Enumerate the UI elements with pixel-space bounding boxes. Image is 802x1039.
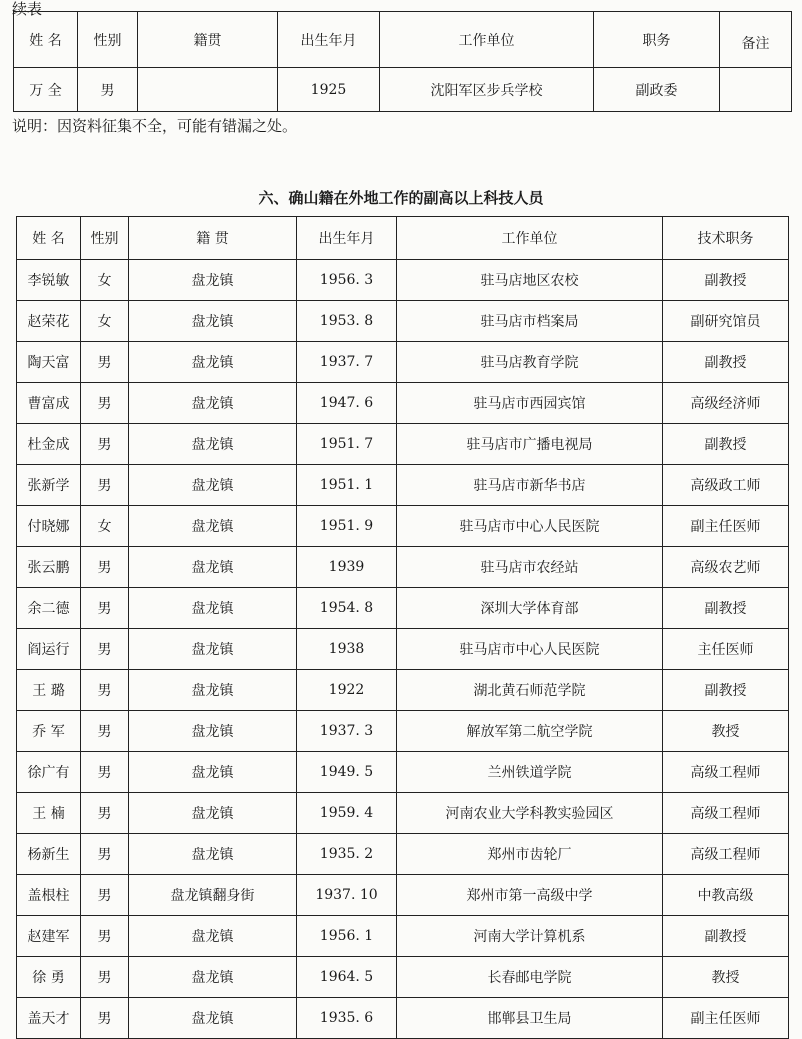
cell-name: 杜金成 bbox=[17, 424, 81, 465]
cell-gender: 男 bbox=[81, 465, 129, 506]
cell-title: 高级工程师 bbox=[663, 834, 789, 875]
cell-position: 副政委 bbox=[594, 68, 720, 112]
cell-name: 徐 勇 bbox=[17, 957, 81, 998]
cell-birth: 1954. 8 bbox=[297, 588, 397, 629]
cell-birth: 1939 bbox=[297, 547, 397, 588]
cell-workplace: 驻马店地区农校 bbox=[397, 260, 663, 301]
note-text: 说明：因资料征集不全，可能有错漏之处。 bbox=[12, 117, 298, 135]
cell-workplace: 长春邮电学院 bbox=[397, 957, 663, 998]
continuation-label: 续表 bbox=[12, 0, 43, 18]
cell-title: 副教授 bbox=[663, 424, 789, 465]
cell-name: 张云鹏 bbox=[17, 547, 81, 588]
cell-title: 副主任医师 bbox=[663, 998, 789, 1039]
cell-native-place: 盘龙镇 bbox=[129, 916, 297, 957]
cell-birth: 1935. 6 bbox=[297, 998, 397, 1039]
cell-gender: 男 bbox=[81, 957, 129, 998]
header-native-place: 籍 贯 bbox=[129, 217, 297, 260]
cell-name: 杨新生 bbox=[17, 834, 81, 875]
table-row bbox=[17, 670, 789, 711]
table-row bbox=[17, 260, 789, 301]
cell-birth: 1951. 7 bbox=[297, 424, 397, 465]
cell-native-place: 盘龙镇 bbox=[129, 752, 297, 793]
table-row bbox=[17, 588, 789, 629]
cell-workplace: 沈阳军区步兵学校 bbox=[380, 68, 594, 112]
cell-workplace: 河南农业大学科教实验园区 bbox=[397, 793, 663, 834]
cell-name: 徐广有 bbox=[17, 752, 81, 793]
cell-title: 教授 bbox=[663, 957, 789, 998]
cell-native-place: 盘龙镇 bbox=[129, 424, 297, 465]
header-gender: 性别 bbox=[78, 12, 138, 68]
cell-workplace: 驻马店市档案局 bbox=[397, 301, 663, 342]
cell-name: 李锐敏 bbox=[17, 260, 81, 301]
cell-birth: 1956. 3 bbox=[297, 260, 397, 301]
cell-native-place bbox=[138, 68, 278, 112]
cell-name: 曹富成 bbox=[17, 383, 81, 424]
table-row bbox=[17, 998, 789, 1039]
continued-table bbox=[13, 11, 792, 112]
staff-table bbox=[16, 216, 789, 1039]
cell-workplace: 驻马店市西园宾馆 bbox=[397, 383, 663, 424]
cell-birth: 1951. 9 bbox=[297, 506, 397, 547]
cell-gender: 男 bbox=[81, 547, 129, 588]
table-row bbox=[17, 752, 789, 793]
cell-gender: 男 bbox=[78, 68, 138, 112]
cell-gender: 男 bbox=[81, 752, 129, 793]
table-row bbox=[17, 834, 789, 875]
cell-birth: 1953. 8 bbox=[297, 301, 397, 342]
section-title: 六、确山籍在外地工作的副高以上科技人员 bbox=[258, 189, 544, 207]
cell-name: 万 全 bbox=[14, 68, 78, 112]
cell-name: 乔 军 bbox=[17, 711, 81, 752]
cell-native-place: 盘龙镇翻身街 bbox=[129, 875, 297, 916]
table-header-row bbox=[14, 12, 792, 68]
cell-native-place: 盘龙镇 bbox=[129, 506, 297, 547]
cell-name: 盖根柱 bbox=[17, 875, 81, 916]
cell-native-place: 盘龙镇 bbox=[129, 342, 297, 383]
cell-native-place: 盘龙镇 bbox=[129, 588, 297, 629]
table-row bbox=[17, 342, 789, 383]
cell-birth: 1964. 5 bbox=[297, 957, 397, 998]
header-birth: 出生年月 bbox=[297, 217, 397, 260]
table-row bbox=[17, 424, 789, 465]
table-row bbox=[17, 301, 789, 342]
cell-gender: 男 bbox=[81, 383, 129, 424]
cell-title: 高级政工师 bbox=[663, 465, 789, 506]
cell-birth: 1959. 4 bbox=[297, 793, 397, 834]
cell-gender: 男 bbox=[81, 711, 129, 752]
table-row bbox=[17, 916, 789, 957]
cell-name: 王 楠 bbox=[17, 793, 81, 834]
cell-gender: 男 bbox=[81, 998, 129, 1039]
header-workplace: 工作单位 bbox=[397, 217, 663, 260]
cell-workplace: 解放军第二航空学院 bbox=[397, 711, 663, 752]
cell-title: 副教授 bbox=[663, 342, 789, 383]
cell-birth: 1956. 1 bbox=[297, 916, 397, 957]
cell-gender: 男 bbox=[81, 834, 129, 875]
cell-birth: 1937. 10 bbox=[297, 875, 397, 916]
header-name: 姓 名 bbox=[14, 12, 78, 68]
cell-birth: 1935. 2 bbox=[297, 834, 397, 875]
cell-birth: 1951. 1 bbox=[297, 465, 397, 506]
cell-native-place: 盘龙镇 bbox=[129, 998, 297, 1039]
cell-native-place: 盘龙镇 bbox=[129, 260, 297, 301]
header-name: 姓 名 bbox=[17, 217, 81, 260]
cell-workplace: 驻马店市中心人民医院 bbox=[397, 506, 663, 547]
cell-title: 副主任医师 bbox=[663, 506, 789, 547]
cell-native-place: 盘龙镇 bbox=[129, 834, 297, 875]
cell-name: 付晓娜 bbox=[17, 506, 81, 547]
cell-name: 王 璐 bbox=[17, 670, 81, 711]
table-row bbox=[14, 68, 792, 112]
cell-native-place: 盘龙镇 bbox=[129, 629, 297, 670]
cell-name: 赵荣花 bbox=[17, 301, 81, 342]
cell-workplace: 驻马店市新华书店 bbox=[397, 465, 663, 506]
cell-workplace: 郑州市第一高级中学 bbox=[397, 875, 663, 916]
cell-gender: 男 bbox=[81, 342, 129, 383]
table-row bbox=[17, 383, 789, 424]
cell-native-place: 盘龙镇 bbox=[129, 383, 297, 424]
cell-name: 陶天富 bbox=[17, 342, 81, 383]
cell-workplace: 驻马店市中心人民医院 bbox=[397, 629, 663, 670]
cell-title: 中教高级 bbox=[663, 875, 789, 916]
header-birth: 出生年月 bbox=[278, 12, 380, 68]
cell-gender: 女 bbox=[81, 301, 129, 342]
cell-workplace: 驻马店市农经站 bbox=[397, 547, 663, 588]
cell-gender: 男 bbox=[81, 916, 129, 957]
cell-name: 余二德 bbox=[17, 588, 81, 629]
cell-workplace: 湖北黄石师范学院 bbox=[397, 670, 663, 711]
cell-name: 阎运行 bbox=[17, 629, 81, 670]
cell-workplace: 驻马店教育学院 bbox=[397, 342, 663, 383]
cell-gender: 男 bbox=[81, 793, 129, 834]
cell-name: 张新学 bbox=[17, 465, 81, 506]
cell-gender: 男 bbox=[81, 629, 129, 670]
cell-workplace: 河南大学计算机系 bbox=[397, 916, 663, 957]
cell-workplace: 驻马店市广播电视局 bbox=[397, 424, 663, 465]
cell-workplace: 邯郸县卫生局 bbox=[397, 998, 663, 1039]
cell-native-place: 盘龙镇 bbox=[129, 711, 297, 752]
cell-title: 高级工程师 bbox=[663, 793, 789, 834]
cell-workplace: 深圳大学体育部 bbox=[397, 588, 663, 629]
cell-gender: 男 bbox=[81, 875, 129, 916]
cell-title: 副研究馆员 bbox=[663, 301, 789, 342]
cell-native-place: 盘龙镇 bbox=[129, 547, 297, 588]
cell-title: 教授 bbox=[663, 711, 789, 752]
cell-workplace: 兰州铁道学院 bbox=[397, 752, 663, 793]
table-row bbox=[17, 506, 789, 547]
table-row bbox=[17, 875, 789, 916]
cell-native-place: 盘龙镇 bbox=[129, 957, 297, 998]
cell-name: 赵建军 bbox=[17, 916, 81, 957]
cell-remarks bbox=[720, 68, 792, 112]
cell-title: 副教授 bbox=[663, 588, 789, 629]
cell-workplace: 郑州市齿轮厂 bbox=[397, 834, 663, 875]
table-header-row bbox=[17, 217, 789, 260]
cell-title: 主任医师 bbox=[663, 629, 789, 670]
table-row bbox=[17, 957, 789, 998]
cell-birth: 1949. 5 bbox=[297, 752, 397, 793]
cell-title: 副教授 bbox=[663, 260, 789, 301]
table-row bbox=[17, 465, 789, 506]
cell-gender: 女 bbox=[81, 506, 129, 547]
cell-birth: 1922 bbox=[297, 670, 397, 711]
header-gender: 性别 bbox=[81, 217, 129, 260]
cell-native-place: 盘龙镇 bbox=[129, 793, 297, 834]
cell-gender: 女 bbox=[81, 260, 129, 301]
cell-title: 高级工程师 bbox=[663, 752, 789, 793]
table-row bbox=[17, 547, 789, 588]
cell-birth: 1925 bbox=[278, 68, 380, 112]
table-row bbox=[17, 711, 789, 752]
table-row bbox=[17, 629, 789, 670]
header-position: 职务 bbox=[594, 12, 720, 68]
header-title: 技术职务 bbox=[663, 217, 789, 260]
cell-native-place: 盘龙镇 bbox=[129, 301, 297, 342]
cell-birth: 1938 bbox=[297, 629, 397, 670]
cell-title: 副教授 bbox=[663, 670, 789, 711]
cell-native-place: 盘龙镇 bbox=[129, 465, 297, 506]
cell-gender: 男 bbox=[81, 424, 129, 465]
cell-gender: 男 bbox=[81, 670, 129, 711]
cell-gender: 男 bbox=[81, 588, 129, 629]
cell-birth: 1937. 3 bbox=[297, 711, 397, 752]
cell-title: 副教授 bbox=[663, 916, 789, 957]
cell-native-place: 盘龙镇 bbox=[129, 670, 297, 711]
cell-title: 高级经济师 bbox=[663, 383, 789, 424]
header-remarks: 备注 bbox=[720, 12, 792, 68]
cell-name: 盖天才 bbox=[17, 998, 81, 1039]
cell-birth: 1947. 6 bbox=[297, 383, 397, 424]
table-row bbox=[17, 793, 789, 834]
header-native-place: 籍贯 bbox=[138, 12, 278, 68]
cell-birth: 1937. 7 bbox=[297, 342, 397, 383]
cell-title: 高级农艺师 bbox=[663, 547, 789, 588]
header-workplace: 工作单位 bbox=[380, 12, 594, 68]
